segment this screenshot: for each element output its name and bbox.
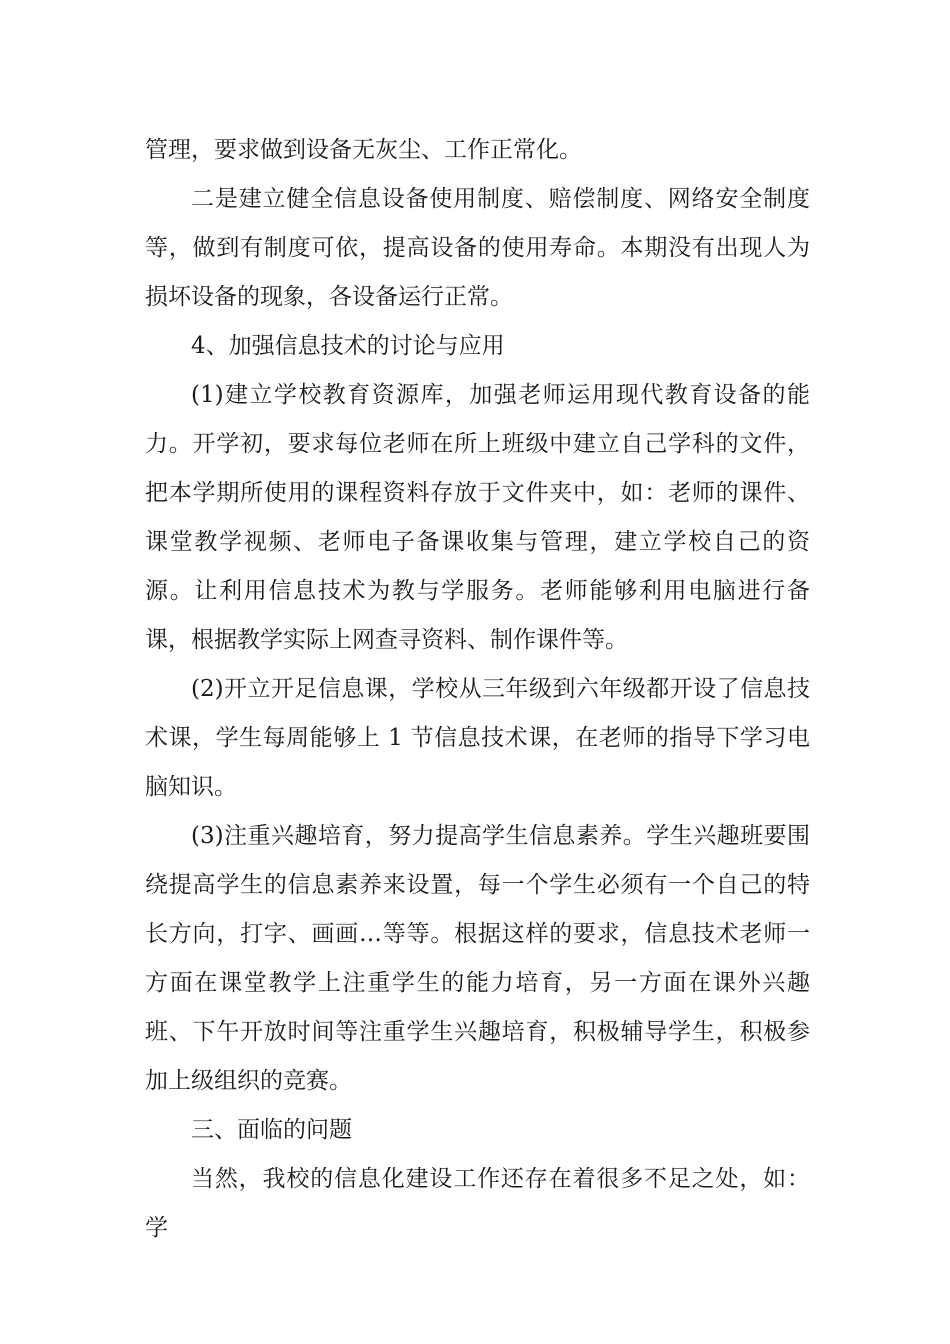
section-heading-problems: 三、面临的问题: [191, 1117, 352, 1143]
paragraph-item-1: (1)建立学校教育资源库，加强老师运用现代教育设备的能力。开学初，要求每位老师在所上班级中建立自己学科的文件，把本学期所使用的课程资料存放于文件夹中，如：老师的课件、课堂教学视频、老师电子备课收集与管理，建立学校自己的资源。让利用信息技术为教与学服务。老师能够利用电脑进行备课，根据教学实际上网查寻资料、制作课件等。: [145, 382, 810, 653]
paragraph-problems: 当然，我校的信息化建设工作还存在着很多不足之处，如：学: [145, 1166, 810, 1241]
paragraph-continuation: 管理，要求做到设备无灰尘、工作正常化。: [145, 137, 582, 163]
section-heading-4: 4、加强信息技术的讨论与应用: [191, 333, 505, 359]
paragraph-item-3: (3)注重兴趣培育，努力提高学生信息素养。学生兴趣班要围绕提高学生的信息素养来设置，每一个学生必须有一个自己的特长方向，打字、画画…等等。根据这样的要求，信息技术老师一方面在课堂教学上注重学生的能力培育，另一方面在课外兴趣班、下午开放时间等注重学生兴趣培育，积极辅导学生，积极参加上级组织的竞赛。: [145, 823, 810, 1094]
paragraph-rules: 二是建立健全信息设备使用制度、赔偿制度、网络安全制度等，做到有制度可依，提高设备的使用寿命。本期没有出现人为损坏设备的现象，各设备运行正常。: [145, 186, 810, 310]
document-body: [145, 126, 810, 1253]
paragraph-item-2: (2)开立开足信息课，学校从三年级到六年级都开设了信息技术课，学生每周能够上 1 节信息技术课，在老师的指导下学习电脑知识。: [145, 676, 810, 800]
